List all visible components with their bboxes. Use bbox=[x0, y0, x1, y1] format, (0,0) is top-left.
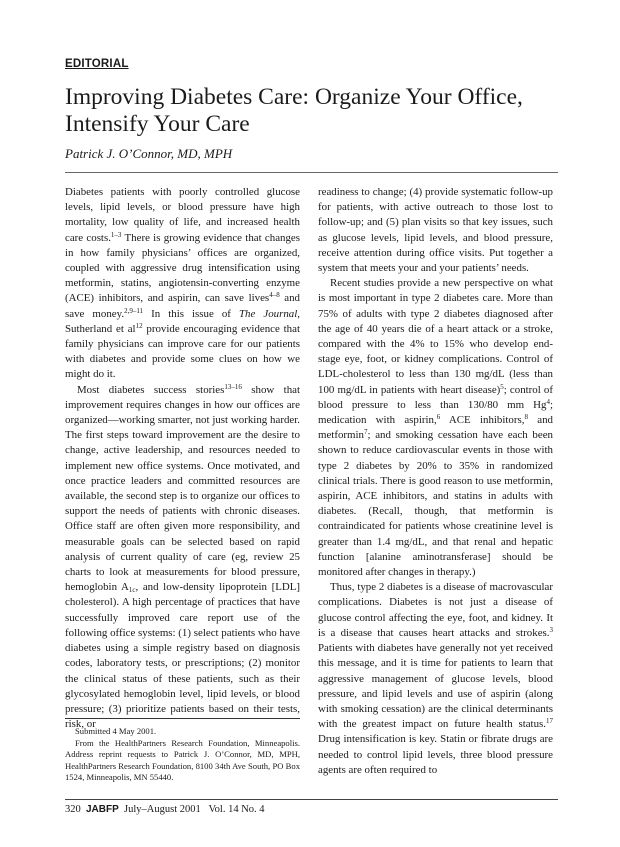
journal-name: The Journal bbox=[238, 307, 298, 320]
section-label: EDITORIAL bbox=[65, 58, 129, 70]
left-column bbox=[65, 185, 300, 732]
footnote bbox=[65, 726, 300, 784]
paragraph: Most diabetes success stories$^{13-16}$ show that improvement requires changes in how our offices are organized—working smarter, not just working harder. The first steps toward improvement are the desire to change, active leadership, and resources needed to implement new office systems. Once motivated, and once practice leaders and committed resources are available, the second step is to organize our offices to support the needs of patients with chronic diseases. Office staff are often given more responsibility, and measurable goals can be selected based on rapid analysis of current quality of care (eg, review 25 charts to look at measurements for blood pressure, hemoglobin $A_{1c}$, and low-density lipoprotein [LDL] cholesterol). A high percentage of practices that have successfully improved care report use of the following office systems: (1) select patients who have diabetes using a simple registry based on diagnosis codes, laboratory tests, or prescriptions; (2) monitor the clinical status of these patients, such as their glycosylated hemoglobin level, lipid levels, or blood pressure; (3) prioritize patients based on their tests, risk, or bbox=[65, 382, 301, 731]
journal-abbrev: JABFP bbox=[86, 804, 119, 815]
header-rule bbox=[65, 172, 558, 173]
paragraph: Thus, type 2 diabetes is a disease of macrovascular complications. Diabetes is not just a disease of glucose control affecting the eye, foot, and kidney. It is a disease that causes heart attacks and strokes.$^3$ Patients with diabetes have generally not yet received this message, and it is time for patients to learn that aggressive management of glucose levels, blood pressure, and lipid levels and use of aspirin (along with smoking cessation) are the clinical determinants with the greatest impact on future health status.$^{17}$ Drug intensification is key. Statin or fibrate drugs are needed to control lipid levels, three blood pressure agents are often required to bbox=[318, 581, 553, 776]
footnote-submitted: Submitted 4 May 2001. bbox=[75, 726, 157, 736]
paragraph: Recent studies provide a new perspective on what is most important in type 2 diabetes care. More than 75% of adults with type 2 diabetes diagnosed after the age of 40 years die of a heart attack or a stroke, compared with the 4% to 15% who develop end-stage eye, foot, or kidney complications. Control of LDL-cholesterol to less than 130 mg/dL (less than 100 mg/dL in patients with heart disease)$^5$; control of blood pressure to less than 130/80 mm Hg$^4$; medication with aspirin,$^6$ ACE inhibitors,$^8$ and metformin$^7$; and smoking cessation have each been shown to reduce cardiovascular events in those with type 2 diabetes by 20% to 35% in randomized clinical trials. There is good reason to use metformin, aspirin, ACE inhibitors, and statins in adults with diabetes. (Recall, though, that metformin is contraindicated for patients whose creatinine level is greater than 1.4 mg/dL, and that renal and hepatic function [alanine aminotransferase] should be monitored after changes in therapy.) bbox=[318, 277, 553, 579]
issue-info: July–August 2001 Vol. 14 No. 4 bbox=[124, 804, 265, 815]
paragraph: Diabetes patients with poorly controlled glucose levels, lipid levels, or blood pressure have high mortality, low quality of life, and increased health care costs.$^{1-3}$ There is growing evidence that changes in how family physicians’ offices are organized, coupled with aggressive drug intensification using metformin, statins, angiotensin-converting enzyme (ACE) inhibitors, and aspirin, can save lives$^{4-8}$ and save money.$^{2,9-11}$ In this issue of The Journal, Sutherland et $al^{12}$ provide encouraging evidence that family physicians can improve care for our patients with diabetes and provide some clues on how we might do it. bbox=[65, 186, 301, 381]
page-number: 320 bbox=[65, 804, 81, 815]
paragraph: readiness to change; (4) provide systematic follow-up for patients, with active outreach to those lost to follow-up; and (5) plan visits so that key issues, such as glucose levels, lipid levels, and blood pressure, receive attention during office visits. Put together a system that meets your and your patients’ needs. bbox=[318, 186, 553, 275]
footnote-affiliation: From the HealthPartners Research Foundation, Minneapolis. Address reprint requests to Patrick J. O’Connor, MD, MPH, HealthPartners Research Foundation, 8100 34th Ave South, PO Box 1524, Minneapolis, MN 55440. bbox=[65, 737, 300, 783]
footer-rule bbox=[65, 799, 558, 800]
right-column bbox=[318, 185, 553, 778]
footnote-rule bbox=[65, 718, 300, 719]
author-byline: Patrick J. O’Connor, MD, MPH bbox=[65, 146, 233, 161]
page-footer bbox=[65, 804, 265, 815]
article-title: Improving Diabetes Care: Organize Your Office, Intensify Your Care bbox=[65, 84, 523, 137]
